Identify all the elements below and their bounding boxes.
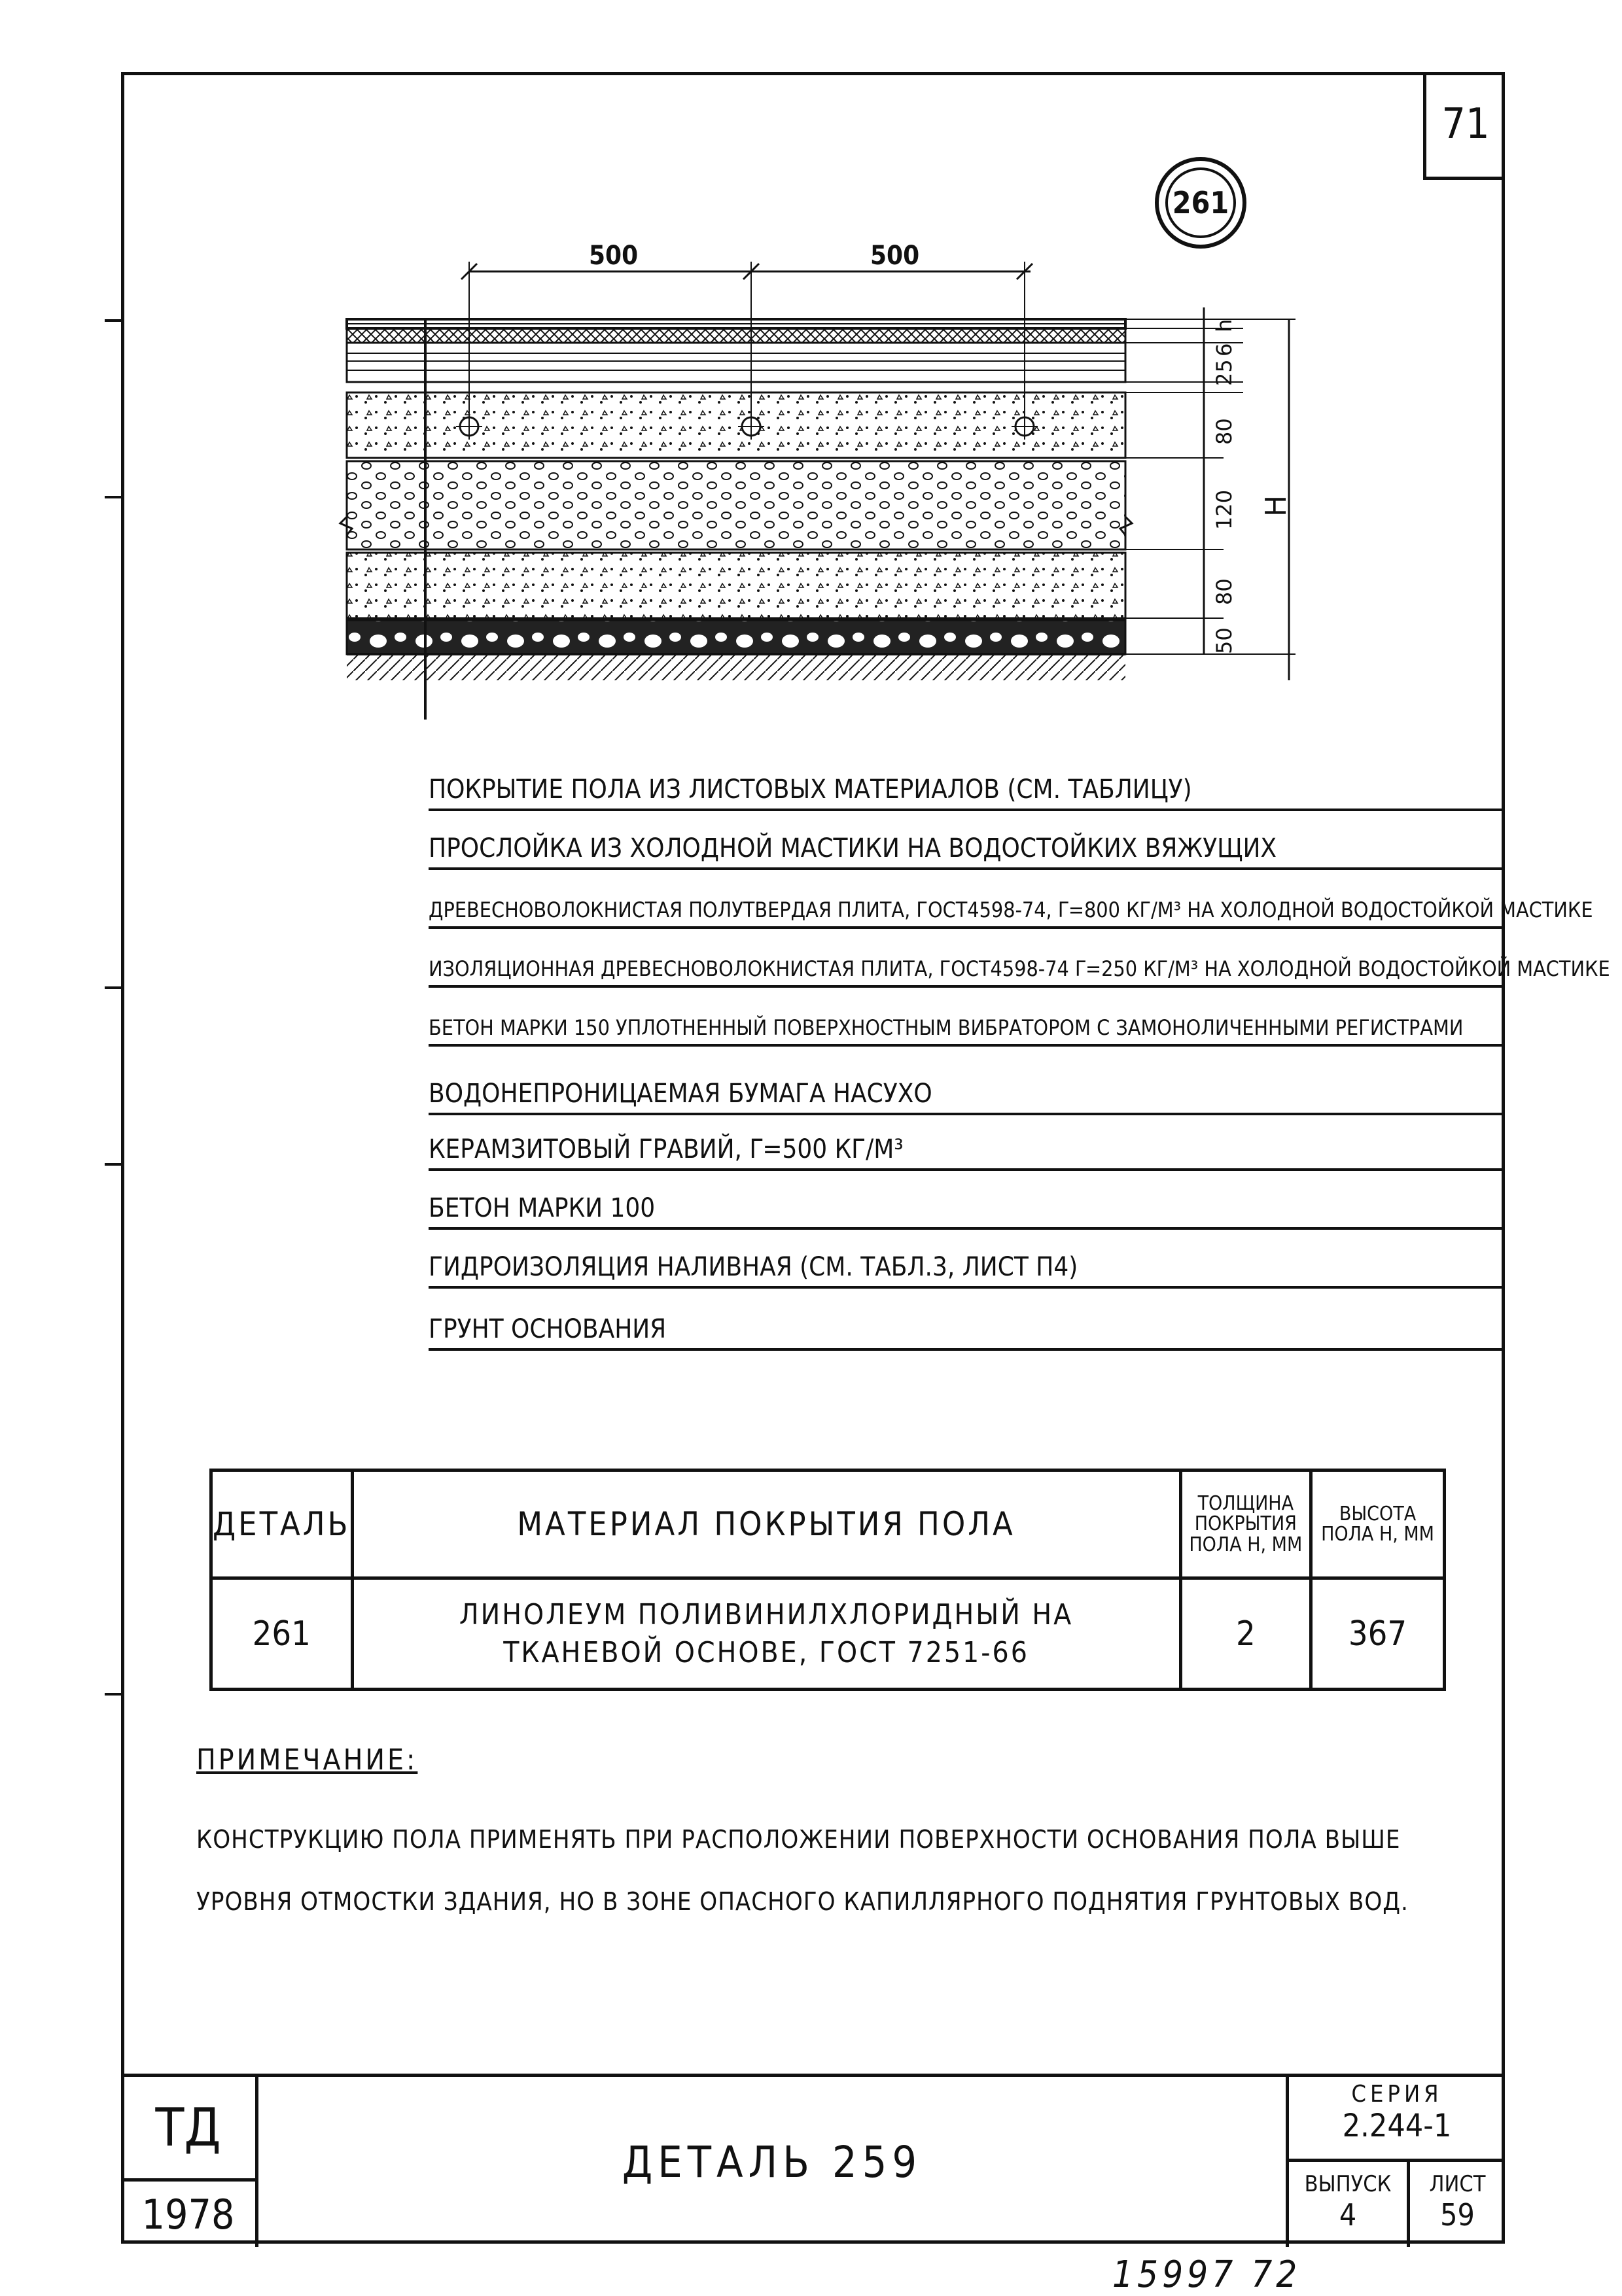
material-line-1: ЛИНОЛЕУМ ПОЛИВИНИЛХЛОРИДНЫЙ НА [459,1598,1074,1632]
layer-label: ГИДРОИЗОЛЯЦИЯ НАЛИВНАЯ (СМ. ТАБЛ.3, ЛИСТ П4) [429,1230,1502,1289]
layer-label: ВОДОНЕПРОНИЦАЕМАЯ БУМАГА НАСУХО [429,1056,1502,1115]
issue-label: ВЫПУСК [1304,2171,1392,2197]
stamp-series [1286,2077,1505,2162]
layer-label: ПРОСЛОЙКА ИЗ ХОЛОДНОЙ МАСТИКИ НА ВОДОСТОЙКИХ ВЯЖУЩИХ [429,811,1502,870]
issue-value: 4 [1339,2197,1357,2233]
layer-label: ГРУНТ ОСНОВАНИЯ [429,1292,1502,1351]
table-row [211,1578,1445,1690]
stamp-td: ТД [121,2077,258,2182]
stone-bed-layer [347,620,1125,654]
stamp-title: ДЕТАЛЬ 259 [622,2136,923,2187]
top-layers [347,319,1125,382]
dim-total-H: H [1260,495,1293,517]
dim-6: 6 [1212,343,1237,357]
material-line-2: ТКАНЕВОЙ ОСНОВЕ, ГОСТ 7251-66 [503,1635,1029,1669]
cell-detail: 261 [211,1578,353,1690]
header-height: ВЫСОТА ПОЛА H, ММ [1311,1470,1445,1578]
cell-material [352,1578,1180,1690]
title-block [121,2074,1505,2244]
thickness-dimensions [1125,307,1296,680]
layer-label: КЕРАМЗИТОВЫЙ ГРАВИЙ, Γ=500 КГ/М³ [429,1112,1502,1171]
header-material: МАТЕРИАЛ ПОКРЫТИЯ ПОЛА [352,1470,1180,1578]
note-title: ПРИМЕЧАНИЕ: [196,1743,418,1777]
concrete-100-layer [347,553,1125,618]
dim-80b: 80 [1212,578,1237,605]
layer-label: ДРЕВЕСНОВОЛОКНИСТАЯ ПОЛУТВЕРДАЯ ПЛИТА, ГОСТ4598-74, Γ=800 КГ/М³ НА ХОЛОДНОЙ ВОДОСТОЙКОЙ МАСТИКЕ [429,870,1502,929]
spacing-label-1: 500 [589,241,639,271]
dim-25: 25 [1212,359,1237,386]
soil-layer [347,654,1125,680]
dim-50: 50 [1212,627,1237,654]
stamp-year: 1978 [121,2182,258,2247]
margin-ticks [98,0,124,2294]
gravel-layer [347,461,1125,549]
page-number: 71 [1423,72,1505,180]
stamp-issue [1286,2162,1410,2247]
detail-marker-label: 261 [1165,167,1236,238]
archive-number: 15997 72 [1112,2253,1301,2296]
cell-height: 367 [1311,1578,1445,1690]
layer-label: БЕТОН МАРКИ 150 УПЛОТНЕННЫЙ ПОВЕРХНОСТНЫМ ВИБРАТОРОМ С ЗАМОНОЛИЧЕННЫМИ РЕГИСТРАМИ [429,988,1502,1047]
sheet-label: ЛИСТ [1429,2171,1486,2197]
header-thickness: ТОЛЩИНА ПОКРЫТИЯ ПОЛА H, ММ [1180,1470,1311,1578]
floor-section-drawing [0,0,1622,720]
dim-80a: 80 [1212,418,1237,445]
layer-label: ПОКРЫТИЕ ПОЛА ИЗ ЛИСТОВЫХ МАТЕРИАЛОВ (СМ. ТАБЛИЦУ) [429,752,1502,811]
table-header-row [211,1470,1445,1578]
dim-120: 120 [1212,489,1237,530]
note-text: КОНСТРУКЦИЮ ПОЛА ПРИМЕНЯТЬ ПРИ РАСПОЛОЖЕНИИ ПОВЕРХНОСТИ ОСНОВАНИЯ ПОЛА ВЫШЕ УРОВНЯ ОТМОСТКИ ЗДАНИЯ, НО В ЗОНЕ ОПАСНОГО КАПИЛЛЯРНОГО ПОДНЯТИЯ ГРУНТОВЫХ ВОД. [196,1825,1409,1916]
layer-label: БЕТОН МАРКИ 100 [429,1171,1502,1230]
series-label: СЕРИЯ [1351,2081,1443,2108]
dim-h: h [1212,319,1237,332]
material-table [209,1469,1446,1691]
series-value: 2.244-1 [1342,2108,1452,2144]
spacing-label-2: 500 [870,241,920,271]
header-detail: ДЕТАЛЬ [211,1470,353,1578]
stamp-sheet [1410,2162,1505,2247]
sheet-value: 59 [1440,2197,1475,2233]
layer-label: ИЗОЛЯЦИОННАЯ ДРЕВЕСНОВОЛОКНИСТАЯ ПЛИТА, ГОСТ4598-74 Γ=250 КГ/М³ НА ХОЛОДНОЙ ВОДОСТОЙКОЙ МАСТИКЕ [429,929,1502,988]
cell-thickness: 2 [1180,1578,1311,1690]
